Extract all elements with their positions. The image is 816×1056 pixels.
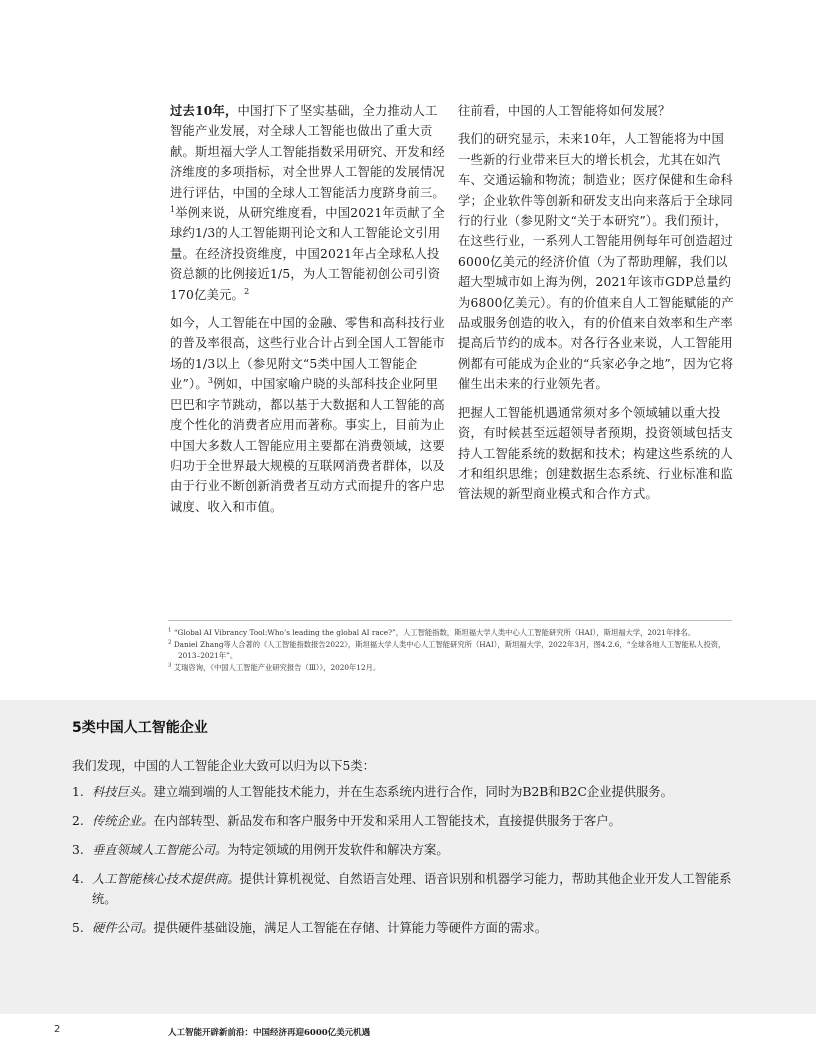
list-item [72, 918, 732, 938]
sidebar-box [0, 700, 816, 1014]
item-term: 传统企业。 [92, 814, 154, 828]
lead-in: 过去10年， [170, 103, 238, 118]
list-item [72, 782, 732, 802]
item-description: 在内部转型、新品发布和客户服务中开发和采用人工智能技术，直接提供服务于客户。 [153, 814, 621, 828]
item-number: 5. [72, 921, 84, 935]
paragraph-text: 中国打下了坚实基础，全力推动人工智能产业发展，对全球人工智能也做出了重大贡献。斯坦福大学人工智能指数采用研究、开发和经济维度的多项指标，对全世界人工智能的发展情况进行评估，中国的全球人工智能活力度跻身前三。 [170, 104, 445, 200]
footnote-number: 2 [168, 639, 172, 646]
paragraph-text: 举例来说，从研究维度看，中国2021年贡献了全球约1/3的人工智能期刊论文和人工智能论文引用量。在经济投资维度，中国2021年占全球私人投资总额的比例接近1/5，为人工智能初创公司引资170亿美元。 [170, 206, 445, 302]
footnote-text: “Global AI Vibrancy Tool:Who’s leading the global AI race?”，人工智能指数，斯坦福大学人类中心人工智能研究所（HAI），斯坦福大学，2021年排名。 [173, 628, 696, 637]
footnote [168, 639, 732, 661]
item-term: 垂直领域人工智能公司。 [92, 843, 228, 857]
paragraph-text: 例如，中国家喻户晓的头部科技企业阿里巴巴和字节跳动，都以基于大数据和人工智能的高度个性化的消费者应用而著称。事实上，目前为止中国大多数人工智能应用主要都在消费领域，这要归功于全世界最大规模的互联网消费者群体，以及由于行业不断创新消费者互动方式而提升的客户忠诚度、收入和市值。 [170, 377, 445, 514]
footnote-text: 艾瑞咨询，《中国人工智能产业研究报告（Ⅲ）》，2020年12月。 [173, 663, 381, 672]
item-term: 科技巨头。 [92, 785, 154, 799]
item-description: 为特定领域的用例开发软件和解决方案。 [227, 843, 449, 857]
body-paragraph [170, 101, 446, 305]
footnote-number: 3 [168, 662, 172, 669]
body-paragraph: 往前看，中国的人工智能将如何发展？ [458, 104, 671, 118]
item-number: 4. [72, 872, 84, 886]
sidebar-title: 5类中国人工智能企业 [72, 720, 208, 736]
footnote-ref[interactable]: 3 [207, 376, 214, 386]
body-paragraph [170, 313, 446, 517]
footnote [168, 662, 732, 673]
footnote-ref[interactable]: 2 [244, 286, 250, 296]
item-description: 提供计算机视觉、自然语言处理、语音识别和机器学习能力，帮助其他企业开发人工智能系统。 [92, 872, 732, 906]
footnote-ref[interactable]: 1 [170, 204, 176, 214]
paragraph-text: 如今，人工智能在中国的金融、零售和高科技行业的普及率很高，这些行业合计占到全国人工智能市场的1/3以上（参见附文“5类中国人工智能企业”）。 [170, 316, 445, 392]
footnote-number: 1 [168, 627, 172, 634]
right-column [458, 101, 734, 513]
footnotes [168, 620, 732, 674]
body-paragraph: 把握人工智能机遇通常须对多个领域辅以重大投资，有时候甚至远超领导者预期，投资领域包括支持人工智能系统的数据和技术；构建这些系统的人才和组织思维；创建数据生态系统、行业标准和监管法规的新型商业模式和合作方式。 [458, 405, 733, 502]
page-number: 2 [54, 1024, 61, 1035]
running-title: 人工智能开辟新前沿：中国经济再迎6000亿美元机遇 [168, 1028, 371, 1038]
footnote-text: Daniel Zhang等人合著的《人工智能指数报告2022》，斯坦福大学人类中心人工智能研究所（HAI），斯坦福大学，2022年3月，图4.2.6，“全球各地人工智能私人投资，2013–2021年”。 [173, 640, 726, 660]
body-paragraph: 我们的研究显示，未来10年，人工智能将为中国一些新的行业带来巨大的增长机会，尤其在如汽车、交通运输和物流；制造业；医疗保健和生命科学；企业软件等创新和研发支出向来落后于全球同行的行业（参见附文“关于本研究”）。我们预计，在这些行业，一系列人工智能用例每年可创造超过6000亿美元的经济价值（为了帮助理解，我们以超大型城市如上海为例，2021年该市GDP总量约为6800亿美元）。有的价值来自人工智能赋能的产品或服务创造的收入，有的价值来自效率和生产率提高后节约的成本。对各行各业来说，人工智能用例都有可能成为企业的“兵家必争之地”，因为它将催生出未来的行业领先者。 [458, 132, 734, 392]
list-item [72, 811, 732, 831]
list-item [72, 869, 732, 909]
item-number: 1. [72, 785, 84, 799]
item-description: 提供硬件基础设施，满足人工智能在存储、计算能力等硬件方面的需求。 [153, 921, 548, 935]
sidebar-intro: 我们发现，中国的人工智能企业大致可以归为以下5类： [72, 759, 375, 773]
item-term: 人工智能核心技术提供商。 [92, 872, 240, 886]
item-number: 2. [72, 814, 84, 828]
left-column [170, 101, 446, 525]
item-number: 3. [72, 843, 84, 857]
item-description: 建立端到端的人工智能技术能力，并在生态系统内进行合作，同时为B2B和B2C企业提供服务。 [153, 785, 673, 799]
footnote [168, 627, 732, 638]
list-item [72, 840, 732, 860]
category-list [72, 782, 732, 947]
item-term: 硬件公司。 [92, 921, 154, 935]
